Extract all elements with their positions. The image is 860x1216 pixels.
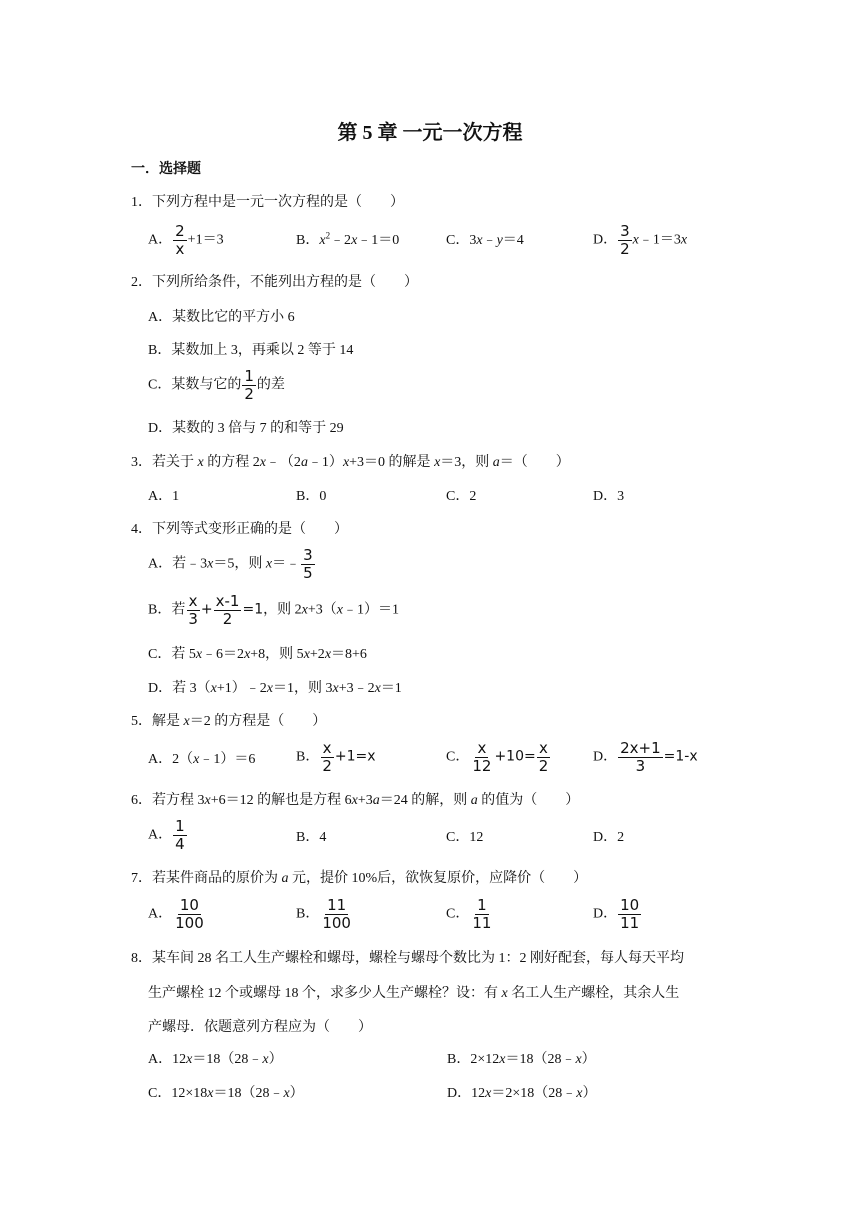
fraction: $\frac{x}{12}$ (472, 739, 492, 775)
question-8-option-c: C．12×18x＝18（28﹣x） (148, 1086, 304, 1101)
question-6-option-a: A． $\frac{1}{4}$ (148, 817, 185, 853)
fraction: $\frac{x}{3}$ (188, 592, 198, 628)
fraction: $\frac{3}{2}$ (620, 222, 630, 258)
question-5-option-d: D． $\frac{2x+1}{3}$ =1-x (593, 739, 698, 775)
question-1-stem: 1．下列方程中是一元一次方程的是（ ） (131, 195, 404, 210)
fraction: $\frac{x}{2}$ (538, 739, 549, 775)
fraction: $\frac{1}{4}$ (175, 817, 185, 853)
question-3-option-c: C．2 (446, 489, 477, 504)
question-1-option-a: A． $\frac{2}{x}$ +1＝3 (148, 222, 224, 258)
question-5-option-c: C． $\frac{x}{12}$ +10= $\frac{x}{2}$ (446, 739, 549, 775)
section-heading: 一．选择题 (131, 162, 201, 177)
fraction: $\frac{10}{11}$ (620, 896, 640, 932)
question-8-option-b: B．2×12x＝18（28﹣x） (447, 1052, 596, 1067)
question-2-option-b: B．某数加上 3，再乘以 2 等于 14 (148, 343, 354, 358)
fraction: $\frac{3}{5}$ (303, 546, 313, 582)
question-2-option-c: C．某数与它的 $\frac{1}{2}$ 的差 (148, 367, 285, 403)
fraction: $\frac{10}{100}$ (175, 896, 204, 932)
fraction: $\frac{1}{11}$ (472, 896, 492, 932)
question-8-option-d: D．12x＝2×18（28﹣x） (447, 1086, 597, 1101)
question-7-option-b: B． $\frac{11}{100}$ (296, 896, 351, 932)
question-4-stem: 4．下列等式变形正确的是（ ） (131, 522, 348, 537)
page-title: 第 5 章 一元一次方程 (337, 122, 523, 144)
question-7-option-a: A． $\frac{10}{100}$ (148, 896, 204, 932)
fraction: $\frac{x}{2}$ (322, 739, 332, 775)
question-5-option-b: B． $\frac{x}{2}$ +1=x (296, 739, 376, 775)
question-3-option-a: A．1 (148, 489, 180, 504)
question-8-line-2: 生产螺栓 12 个或螺母 18 个，求多少人生产螺栓？设：有 x 名工人生产螺栓，其余人生 (148, 986, 680, 1001)
question-8-line-3: 产螺母．依题意列方程应为（ ） (148, 1020, 372, 1035)
question-1-option-d: D． $\frac{3}{2}$ x﹣1＝3x (593, 222, 688, 258)
fraction: $\frac{11}{100}$ (322, 896, 351, 932)
question-3-stem: 3．若关于 x 的方程 2x﹣（2a﹣1）x+3＝0 的解是 x＝3，则 a＝（ ） (131, 455, 570, 470)
question-6-stem: 6．若方程 3x+6＝12 的解也是方程 6x+3a＝24 的解，则 a 的值为（ ） (131, 793, 580, 808)
question-7-stem: 7．若某件商品的原价为 a 元，提价 10%后，欲恢复原价，应降价（ ） (131, 871, 588, 886)
fraction: $\frac{x-1}{2}$ (215, 592, 240, 628)
question-6-option-c: C．12 (446, 830, 484, 845)
fraction: $\frac{1}{2}$ (244, 367, 254, 403)
question-1-option-b: B．$x^2﹣2x﹣1=0$ (296, 230, 400, 248)
question-2-option-a: A．某数比它的平方小 6 (148, 310, 295, 325)
question-8-line-1: 8．某车间 28 名工人生产螺栓和螺母，螺栓与螺母个数比为 1：2 刚好配套，每人每天平均 (131, 951, 684, 966)
question-3-option-d: D．3 (593, 489, 625, 504)
question-2-option-d: D．某数的 3 倍与 7 的和等于 29 (148, 421, 344, 436)
question-2-stem: 2．下列所给条件，不能列出方程的是（ ） (131, 275, 418, 290)
fraction: $\frac{2x+1}{3}$ (620, 739, 661, 775)
fraction: $\frac{2}{x}$ (175, 222, 185, 258)
question-4-option-c: C．若 5x﹣6＝2x+8，则 5x+2x＝8+6 (148, 647, 367, 662)
question-7-option-c: C． $\frac{1}{11}$ (446, 896, 492, 932)
question-7-option-d: D． $\frac{10}{11}$ (593, 896, 640, 932)
question-4-option-a: A．若﹣3x＝5，则 x＝﹣ $\frac{3}{5}$ (148, 546, 313, 582)
question-6-option-d: D．2 (593, 830, 625, 845)
question-1-option-c: C．3x﹣y＝4 (446, 233, 524, 248)
question-5-option-a: A．2（x﹣1）＝6 (148, 752, 256, 767)
question-6-option-b: B．4 (296, 830, 327, 845)
question-5-stem: 5．解是 x＝2 的方程是（ ） (131, 714, 327, 729)
question-4-option-d: D．若 3（x+1）﹣2x＝1，则 3x+3﹣2x＝1 (148, 681, 402, 696)
question-8-option-a: A．12x＝18（28﹣x） (148, 1052, 283, 1067)
question-3-option-b: B．0 (296, 489, 327, 504)
question-4-option-b: B．若 $\frac{x}{3}$ + $\frac{x-1}{2}$ =1，则 2x+3（x﹣1）＝1 (148, 592, 399, 628)
